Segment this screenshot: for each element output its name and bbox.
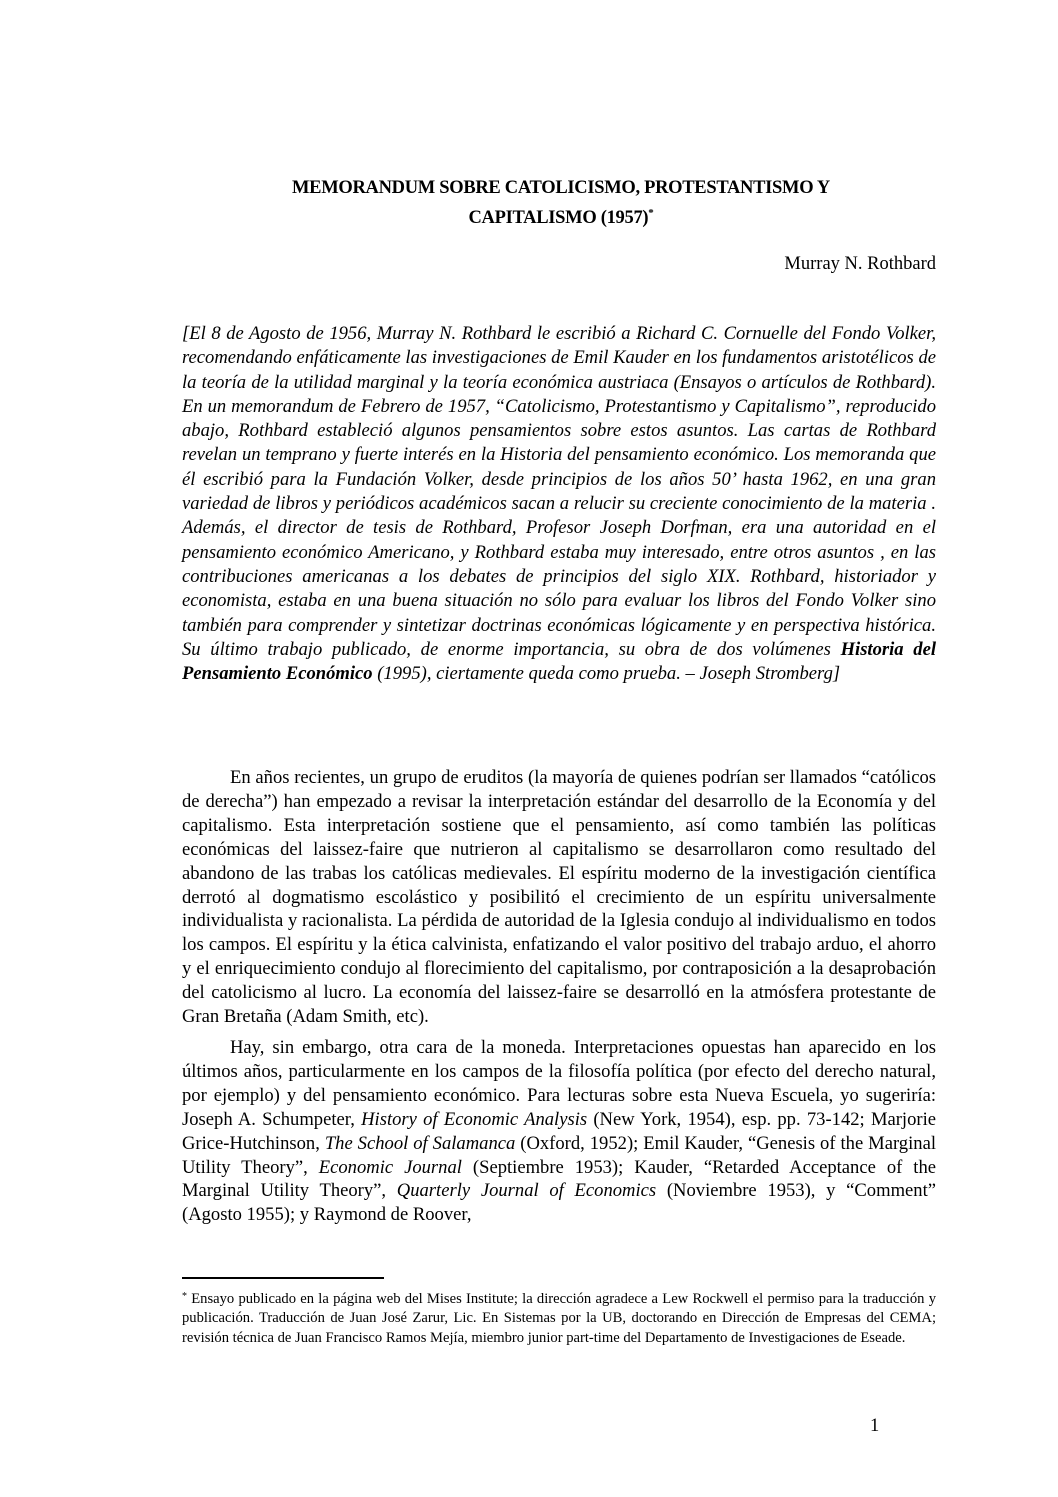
title-line-1: MEMORANDUM SOBRE CATOLICISMO, PROTESTANTISMO Y	[292, 178, 830, 198]
book-title-bold: Historia del Pensamiento Económico	[182, 638, 936, 685]
citation-title: Quarterly Journal of Economics	[396, 1180, 657, 1202]
footnote-separator	[182, 1277, 384, 1279]
document-title	[180, 176, 942, 231]
editor-introduction: [El 8 de Agosto de 1956, Murray N. Rothbard le escribió a Richard C. Cornuelle del Fondo Volker, recomendando enfáticamente las investigaciones de Emil Kauder en los fundamentos aristotélicos de la teoría de la utilidad marginal y la teoría económica austriaca (Ensayos o artículos de Rothbard). En un memorandum de Febrero de 1957, “Catolicismo, Protestantismo y Capitalismo”, reproducido abajo, Rothbard estableció algunos pensamientos sobre estos asuntos. Las cartas de Rothbard revelan un temprano y fuerte interés en la Historia del pensamiento económico. Los memoranda que él escribió para la Fundación Volker, desde principios de los años 50’ hasta 1962, en una gran variedad de libros y periódicos académicos sacan a relucir su creciente conocimiento de la materia . Además, el director de tesis de Rothbard, Profesor Joseph Dorfman, era una autoridad en el pensamiento económico Americano, y Rothbard estaba muy interesado, entre otros asuntos , en las contribuciones americanas a los debates de principios del siglo XIX. Rothbard, historiador y economista, estaba en una buena situación no sólo para evaluar los libros del Fondo Volker sino también para comprender y sintetizar doctrinas económicas lógicamente y en perspectiva histórica. Su último trabajo publicado, de enorme importancia, su obra de dos volúmenes Historia del Pensamiento Económico (1995), ciertamente queda como prueba. – Joseph Stromberg]	[182, 323, 936, 685]
title-line-2: CAPITALISMO (1957)*	[468, 207, 654, 228]
author-name: Murray N. Rothbard	[784, 254, 936, 274]
body-paragraph-1: En años recientes, un grupo de eruditos (la mayoría de quienes podrían ser llamados “católicos de derecha”) han empezado a revisar la interpretación estándar del desarrollo de la Economía y del capitalismo. Esta interpretación sostiene que el pensamiento, así como también las políticas económicas del laissez-faire que nutrieron al capitalismo se desarrollaron como resultado del abandono de las trabas los católicas medievales. El espíritu moderno de la investigación científica derrotó al dogmatismo escolástico y posibilitó el crecimiento de un espíritu universalmente individualista y racionalista. La pérdida de autoridad de la Iglesia condujo al individualismo en todos los campos. El espíritu y la ética calvinista, enfatizando el valor positivo del trabajo arduo, el ahorro y el enriquecimiento condujo al florecimiento del capitalismo, por contraposición a la desaprobación del catolicismo al lucro. La economía del laissez-faire se desarrolló en la atmósfera protestante de Gran Bretaña (Adam Smith, etc).	[182, 767, 936, 1028]
citation-title: History of Economic Analysis	[361, 1108, 588, 1130]
footnote-marker: *	[182, 1291, 187, 1302]
citation-title: The School of Salamanca	[324, 1132, 516, 1154]
body-paragraph-2: Hay, sin embargo, otra cara de la moneda. Interpretaciones opuestas han aparecido en los últimos años, particularmente en los campos de la filosofía política (por efecto del derecho natural, por ejemplo) y del pensamiento económico. Para lecturas sobre esta Nueva Escuela, yo sugeriría: Joseph A. Schumpeter, History of Economic Analysis (New York, 1954), esp. pp. 73-142; Marjorie Grice-Hutchinson, The School of Salamanca (Oxford, 1952); Emil Kauder, “Genesis of the Marginal Utility Theory”, Economic Journal (Septiembre 1953); Kauder, “Retarded Acceptance of the Marginal Utility Theory”, Quarterly Journal of Economics (Noviembre 1953), y “Comment” (Agosto 1955); y Raymond de Roover,	[182, 1037, 937, 1226]
citation-title: Economic Journal	[318, 1156, 462, 1178]
footnote: * Ensayo publicado en la página web del Mises Institute; la dirección agradece a Lew Rockwell el permiso para la traducción y publicación. Traducción de Juan José Zarur, Lic. En Sistemas por la UB, doctorando en Dirección de Empresas del CEMA; revisión técnica de Juan Francisco Ramos Mejía, miembro junior part-time del Departamento de Investigaciones de Eseade.	[182, 1291, 936, 1346]
page-number: 1	[870, 1416, 880, 1436]
title-footnote-marker[interactable]: *	[648, 207, 654, 219]
